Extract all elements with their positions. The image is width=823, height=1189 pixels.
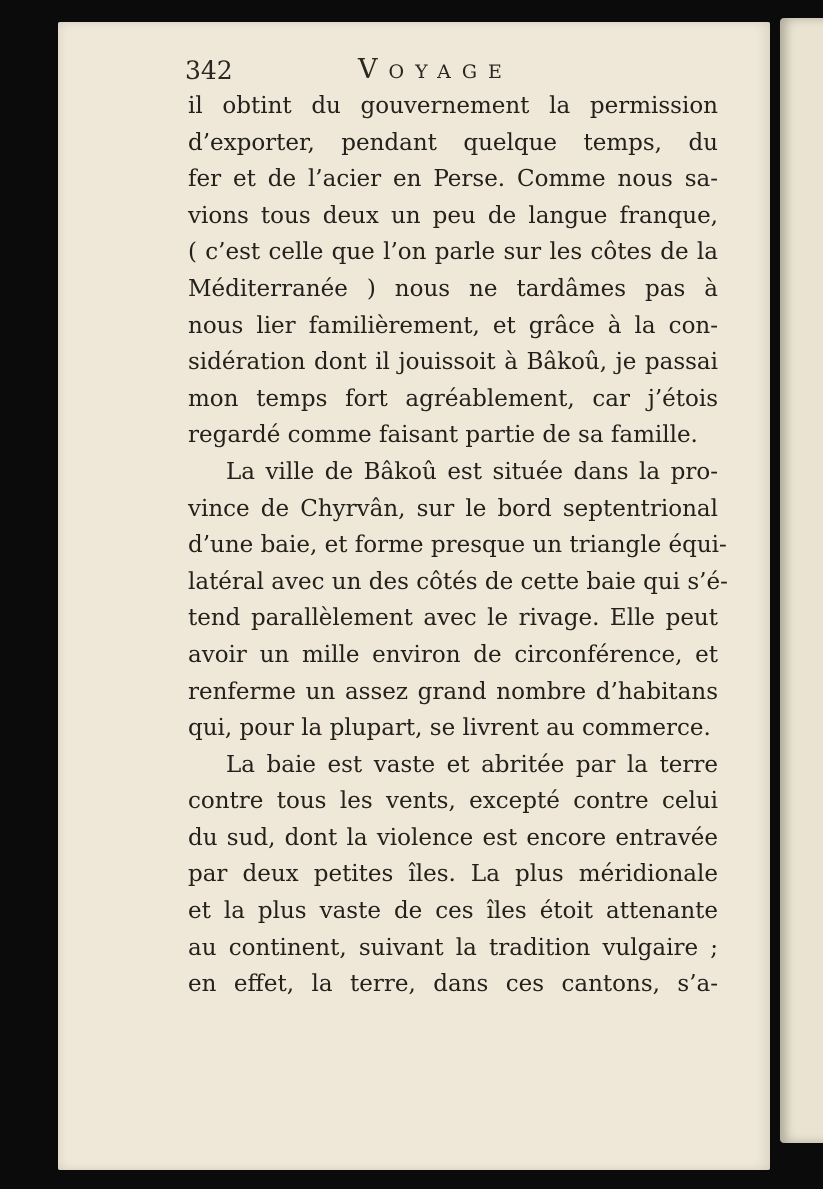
text-line: contre tous les vents, excepté contre celui	[188, 788, 718, 815]
text-line: avoir un mille environ de circonférence, et	[188, 641, 718, 668]
text-line: au continent, suivant la tradition vulgaire ;	[188, 934, 718, 961]
text-line: du sud, dont la violence est encore entravée	[188, 824, 718, 851]
text-line: vince de Chyrvân, sur le bord septentrional	[188, 495, 718, 522]
text-line: La ville de Bâkoû est située dans la pro-	[226, 458, 718, 485]
adjacent-page-edge	[780, 18, 823, 1143]
text-line: par deux petites îles. La plus méridionale	[188, 861, 718, 888]
text-line: et la plus vaste de ces îles étoit attenante	[188, 898, 718, 925]
text-line: qui, pour la plupart, se livrent au commerce.	[188, 715, 711, 742]
text-line: sidération dont il jouissoit à Bâkoû, je passai	[188, 349, 718, 376]
text-line: renferme un assez grand nombre d’habitans	[188, 678, 718, 705]
text-line: Méditerranée ) nous ne tardâmes pas à	[188, 275, 718, 302]
text-line: il obtint du gouvernement la permission	[188, 93, 718, 119]
text-line: d’exporter, pendant quelque temps, du	[188, 129, 718, 156]
text-line: La baie est vaste et abritée par la terre	[226, 751, 718, 778]
text-line: tend parallèlement avec le rivage. Elle peut	[188, 605, 718, 632]
text-line: latéral avec un des côtés de cette baie qui s’é-	[188, 568, 728, 595]
text-line: vions tous deux un peu de langue franque,	[188, 202, 718, 229]
text-line: ( c’est celle que l’on parle sur les côtes de la	[188, 239, 718, 266]
text-line: en effet, la terre, dans ces cantons, s’a-	[188, 971, 718, 998]
text-line: fer et de l’acier en Perse. Comme nous sa-	[188, 166, 718, 193]
text-line: nous lier familièrement, et grâce à la con-	[188, 312, 718, 339]
page-header	[185, 52, 605, 92]
text-line: d’une baie, et forme presque un triangle équi-	[188, 532, 727, 559]
running-head: Voyage	[358, 54, 513, 85]
page-number: 342	[185, 56, 233, 85]
text-line: mon temps fort agréablement, car j’étois	[188, 385, 718, 412]
body-text	[188, 88, 728, 1003]
text-line: regardé comme faisant partie de sa famille.	[188, 422, 698, 449]
